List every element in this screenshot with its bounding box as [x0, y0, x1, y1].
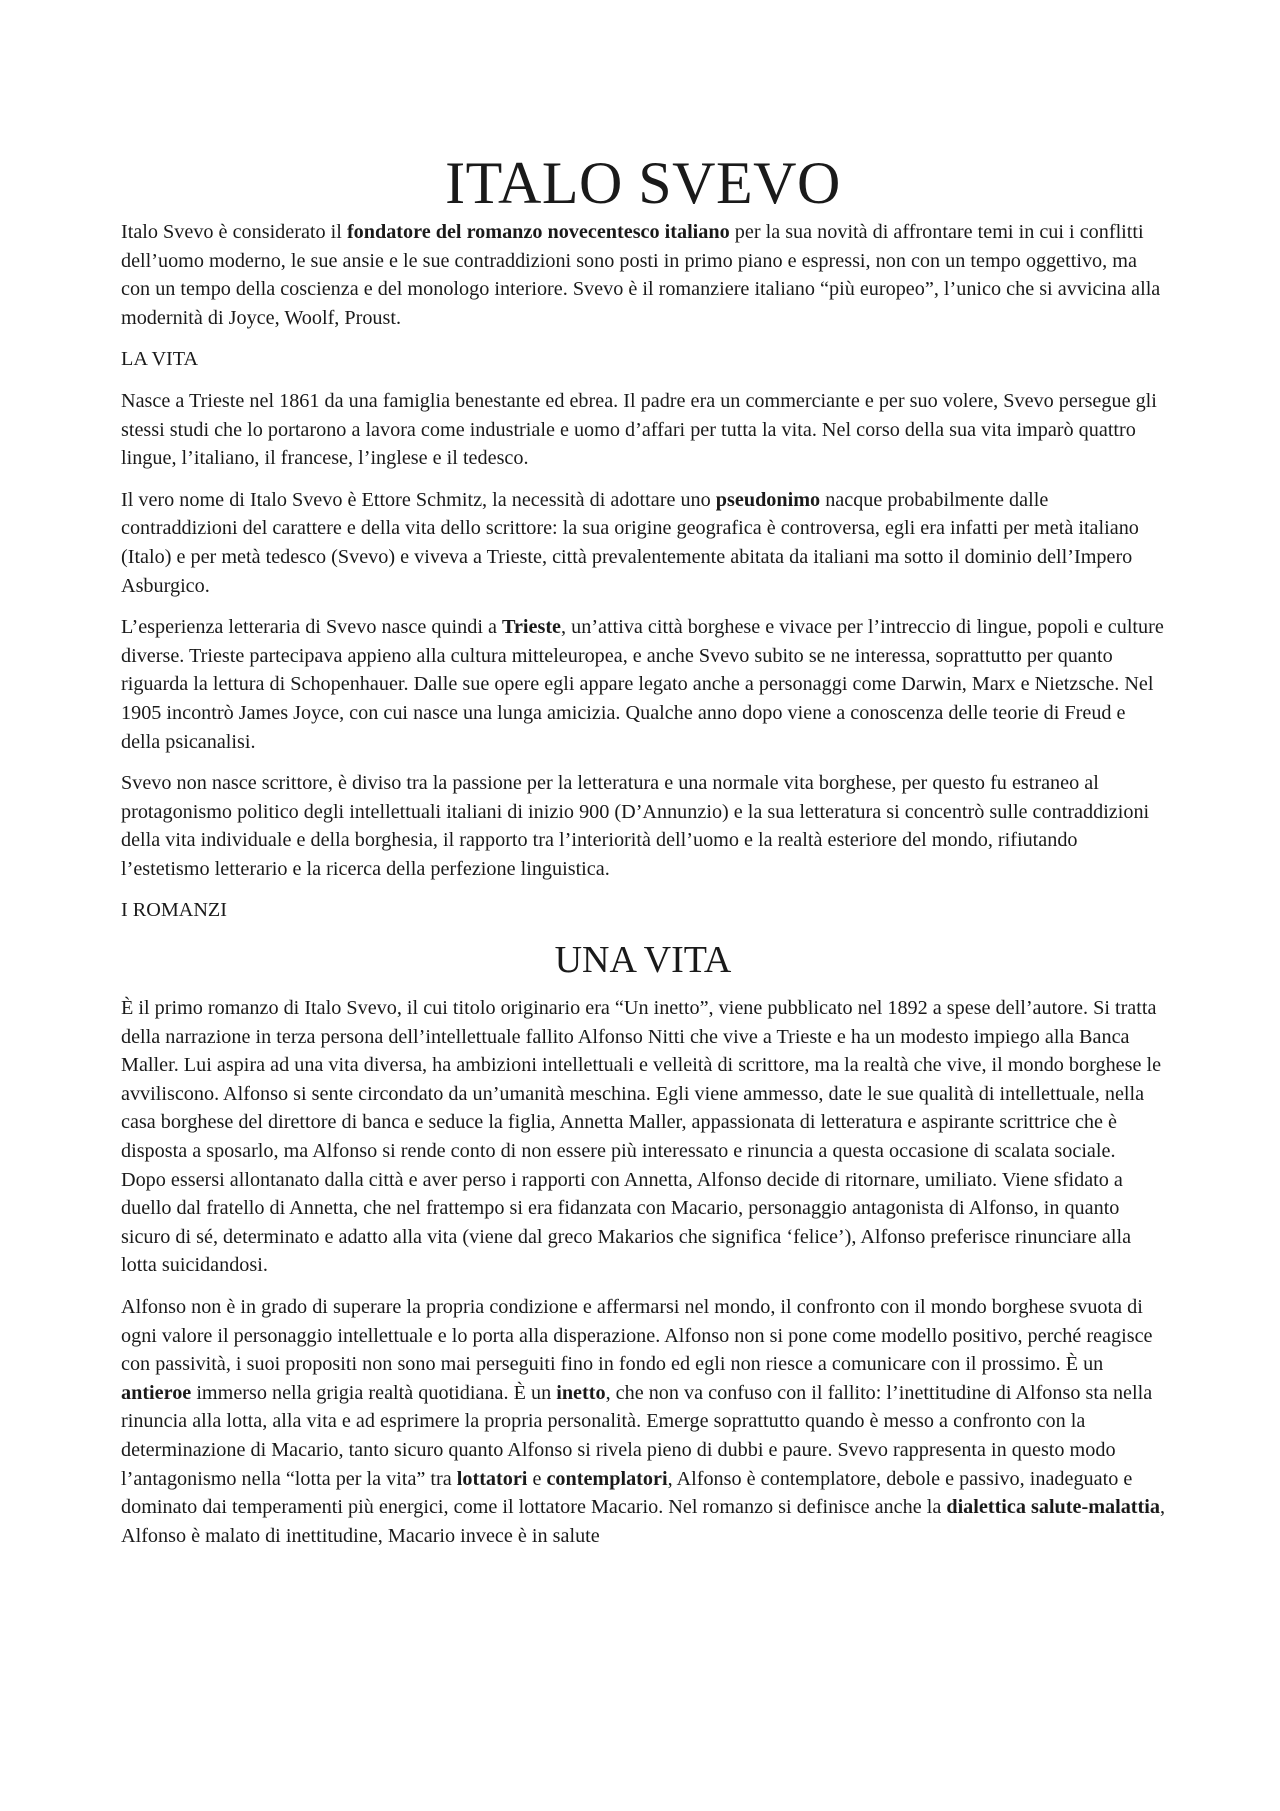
vita-p3-text-2: , un’attiva città borghese e vivace per l’intreccio di lingue, popoli e culture diverse. Trieste partecipava appieno alla cultura mitteleuropea, e anche Svevo subito se ne interessa, soprattutto per quanto riguarda la lettura di Schopenhauer. Dalle sue opere egli appare legato anche a personaggi come Darwin, Marx e Nietzsche. Nel 1905 incontrò James Joyce, con cui nasce una lunga amicizia. Qualche anno dopo viene a conoscenza delle teorie di Freud e della psicanalisi.	[121, 616, 1164, 753]
vita-p3-bold-1: Trieste	[501, 616, 562, 639]
intro-text-2: per la sua novità di affrontare temi in cui i conflitti dell’uomo moderno, le sue ansie e le sue contraddizioni sono posti in primo piano e espressi, non con un tempo oggettivo, ma con un tempo della coscienza e del monologo interiore. Svevo è il romanziere italiano “più europeo”, l’unico che si avvicina alla modernità di Joyce, Woolf, Proust.	[121, 221, 1161, 329]
vita-p2-bold-1: pseudonimo	[715, 488, 821, 511]
page-title: ITALO SVEVO	[445, 150, 841, 216]
romanzi-p2-text-1: Alfonso non è in grado di superare la propria condizione e affermarsi nel mondo, il confronto con il mondo borghese svuota di ogni valore il personaggio intellettuale e lo porta alla disperazione. Alfonso non si pone come modello positivo, perché reagisce con passività, i suoi propositi non sono mai perseguiti fino in fondo ed egli non riesce a comunicare con il prossimo. È un	[121, 1296, 1153, 1376]
romanzi-p2-bold-3: lottatori	[456, 1467, 528, 1490]
section-heading-vita: LA VITA	[121, 348, 199, 371]
intro-paragraph	[121, 218, 1165, 332]
intro-text-1: Italo Svevo è considerato il	[121, 221, 347, 243]
romanzi-p2-text-5: , Alfonso è contemplatore, debole e passivo, inadeguato e dominato dai temperamenti più energici, come il lottatore Macario. Nel romanzo si definisce anche la	[121, 1467, 1133, 1519]
vita-paragraph-4: Svevo non nasce scrittore, è diviso tra la passione per la letteratura e una normale vita borghese, per questo fu estraneo al protagonismo politico degli intellettuali italiani di inizio 900 (D’Annunzio) e la sua letteratura si concentrò sulle contraddizioni della vita individuale e della borghesia, il rapporto tra l’interiorità dell’uomo e la realtà esteriore del mondo, rifiutando l’estetismo letterario e la ricerca della perfezione linguistica.	[121, 772, 1150, 880]
romanzi-p2-bold-1: antieroe	[121, 1381, 192, 1404]
romanzi-paragraph-2	[121, 1293, 1165, 1550]
vita-paragraph-3	[121, 613, 1165, 756]
vita-paragraph-1: Nasce a Trieste nel 1861 da una famiglia benestante ed ebrea. Il padre era un commerciante e per suo volere, Svevo persegue gli stessi studi che lo portarono a lavora come industriale e uomo d’affari per tutta la vita. Nel corso della sua vita imparò quattro lingue, l’italiano, il francese, l’inglese e il tedesco.	[121, 389, 1157, 470]
romanzi-p2-text-4: e	[527, 1467, 547, 1490]
vita-p3-text-1: L’esperienza letteraria di Svevo nasce quindi a	[121, 616, 502, 639]
vita-p2-text-1: Il vero nome di Italo Svevo è Ettore Schmitz, la necessità di adottare uno	[121, 488, 716, 511]
romanzi-p2-bold-2: inetto	[556, 1381, 606, 1404]
romanzi-p2-text-2: immerso nella grigia realtà quotidiana. È un	[191, 1381, 557, 1404]
romanzi-p2-bold-5: dialettica salute-malattia	[946, 1496, 1160, 1519]
novel-title: UNA VITA	[554, 939, 732, 982]
section-heading-romanzi: I ROMANZI	[121, 899, 227, 922]
vita-paragraph-2	[121, 486, 1165, 600]
romanzi-paragraph-1: È il primo romanzo di Italo Svevo, il cui titolo originario era “Un inetto”, viene pubblicato nel 1892 a spese dell’autore. Si tratta della narrazione in terza persona dell’intellettuale fallito Alfonso Nitti che vive a Trieste e ha un modesto impiego alla Banca Maller. Lui aspira ad una vita diversa, ha ambizioni intellettuali e velleità di scrittore, ma la realtà che vive, il mondo borghese le avviliscono. Alfonso si sente circondato da un’umanità meschina. Egli viene ammesso, date le sue qualità di intellettuale, nella casa borghese del direttore di banca e seduce la figlia, Annetta Maller, appassionata di letteratura e aspirante scrittrice che è disposta a sposarlo, ma Alfonso si rende conto di non essere più interessato e rinuncia a questa occasione di scalata sociale. Dopo essersi allontanato dalla città e aver perso i rapporti con Annetta, Alfonso decide di ritornare, umiliato. Viene sfidato a duello dal fratello di Annetta, che nel frattempo si era fidanzata con Macario, personaggio antagonista di Alfonso, in quanto sicuro di sé, determinato e adatto alla vita (viene dal greco Makarios che significa ‘felice’), Alfonso preferisce rinunciare alla lotta suicidandosi.	[121, 997, 1162, 1277]
vita-p2-text-2: nacque probabilmente dalle contraddizioni del carattere e della vita dello scrittore: la sua origine geografica è controversa, egli era infatti per metà italiano (Italo) e per metà tedesco (Svevo) e viveva a Trieste, città prevalentemente abitata da italiani ma sotto il dominio dell’Impero Asburgico.	[121, 488, 1139, 597]
romanzi-p2-bold-4: contemplatori	[546, 1467, 668, 1490]
romanzi-p2-text-6: , Alfonso è malato di inettitudine, Macario invece è in salute	[121, 1496, 1165, 1547]
romanzi-p2-text-3: , che non va confuso con il fallito: l’inettitudine di Alfonso sta nella rinuncia alla lotta, alla vita e ad esprimere la propria personalità. Emerge soprattutto quando è messo a confronto con la determinazione di Macario, tanto sicuro quanto Alfonso si rivela pieno di dubbi e paure. Svevo rappresenta in questo modo l’antagonismo nella “lotta per la vita” tra	[121, 1381, 1153, 1490]
intro-bold-1: fondatore del romanzo novecentesco italiano	[346, 221, 730, 243]
